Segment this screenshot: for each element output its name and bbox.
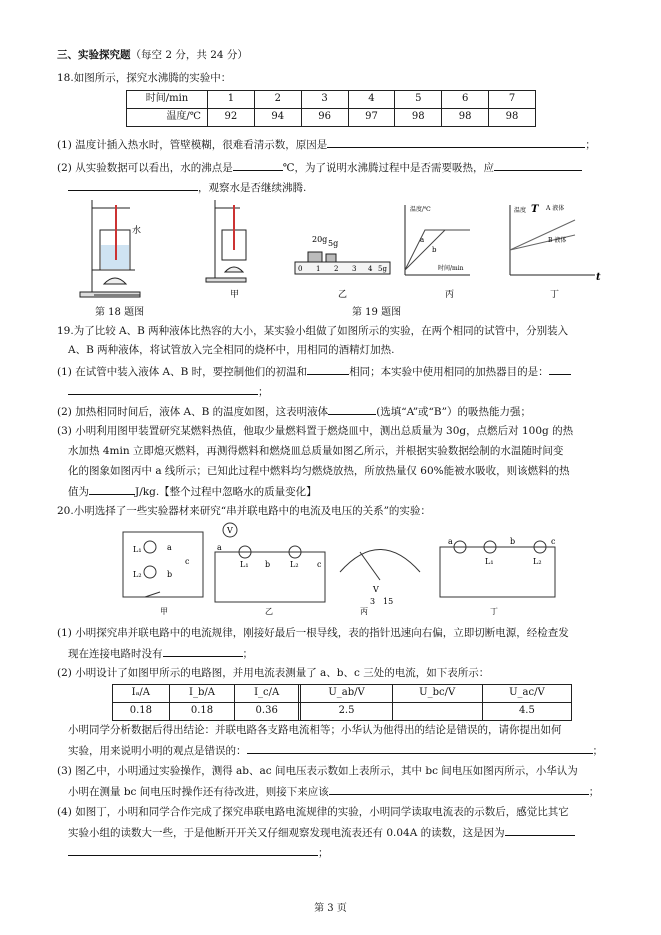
answer-blank[interactable] bbox=[327, 137, 585, 148]
figures-strip bbox=[70, 200, 630, 305]
fig18-caption: 第 18 题图 bbox=[95, 307, 145, 318]
ding-t: t bbox=[596, 272, 601, 283]
meter-mark: 15 bbox=[383, 597, 394, 606]
ding-B: B 液体 bbox=[548, 237, 567, 244]
fig-label-bing: 丙 bbox=[445, 290, 455, 300]
q20-part2-l2: 小明同学分析数据后得出结论：并联电路各支路电流相等；小华认为他得出的结论是错误的，请你提出如何 bbox=[68, 724, 562, 736]
voltmeter-dial bbox=[340, 550, 420, 581]
scale-num: 2 bbox=[334, 265, 339, 273]
fig-label-yi: 乙 bbox=[265, 607, 273, 616]
label-L1: L₁ bbox=[133, 545, 142, 554]
label-a: a bbox=[448, 537, 453, 546]
q18-p2c: ，观察水是否继续沸腾. bbox=[198, 182, 307, 194]
q18-p2a: (2) 从实验数据可以看出，水的沸点是 bbox=[57, 162, 233, 174]
table-cell: 1 bbox=[208, 91, 255, 109]
table-cell bbox=[392, 703, 482, 721]
q19-p3e: J/kg.【整个过程中忽略水的质量变化】 bbox=[135, 486, 317, 498]
table-header: I_c/A bbox=[235, 685, 299, 703]
table-cell: 温度/℃ bbox=[127, 109, 208, 127]
table-cell: 0.18 bbox=[113, 703, 170, 721]
answer-blank[interactable] bbox=[68, 180, 198, 191]
q20-part1-l1: (1) 小明探究串并联电路中的电流规律，刚接好最后一根导线，表的指针迅速向右偏，立即切断电源，经检查发 bbox=[57, 627, 569, 639]
table-cell: 3 bbox=[301, 91, 348, 109]
q19-p1a: (1) 在试管中装入液体 A、B 时，要控制他们的初温和 bbox=[57, 366, 308, 378]
fig19-yi-balance bbox=[295, 252, 390, 274]
q20-part4-l2 bbox=[68, 825, 575, 841]
q19-p2a: (2) 加热相同时间后，液体 A、B 的温度如图，这表明液体 bbox=[57, 406, 329, 418]
q20-p2d: ； bbox=[592, 745, 603, 757]
fig-label-bing: 丙 bbox=[360, 607, 368, 616]
table-row bbox=[113, 685, 572, 703]
q20-p3c: ； bbox=[588, 786, 600, 798]
circuit-jia-labels bbox=[133, 543, 190, 616]
answer-blank[interactable] bbox=[307, 364, 349, 375]
answer-blank[interactable] bbox=[247, 743, 593, 754]
q19-part3-l3: 化的图象如图丙中 a 线所示；已知此过程中燃料均匀燃烧放热，所放热量仅 60%能被水吸收，则该燃料的热 bbox=[68, 465, 570, 477]
table-cell: 94 bbox=[254, 109, 301, 127]
q20-p1b: 现在连接电路时没有 bbox=[68, 648, 163, 660]
q19-p1c: ； bbox=[258, 386, 269, 398]
circuit-ding-labels bbox=[448, 537, 556, 616]
q20-circuits bbox=[115, 522, 625, 622]
q19-part3-l4 bbox=[68, 484, 317, 500]
table-header: Iₐ/A bbox=[113, 685, 170, 703]
fig-label-yi: 乙 bbox=[338, 290, 348, 300]
label-a: a bbox=[217, 543, 222, 552]
meter-V: V bbox=[373, 585, 379, 594]
answer-blank[interactable] bbox=[494, 160, 582, 171]
answer-blank[interactable] bbox=[233, 160, 283, 171]
section-heading bbox=[57, 48, 248, 63]
q19-p1b: 相同；本实验中使用相同的加热器目的是： bbox=[349, 366, 549, 378]
q19-part3-l1: (3) 小明利用图甲装置研究某燃料热值，他取少量燃料置于燃烧皿中，测出总质量为 30g，点燃后对 100g 的热 bbox=[57, 425, 574, 437]
graph-line-a: a bbox=[420, 236, 425, 244]
table-cell: 4.5 bbox=[482, 703, 571, 721]
label-L2: L₂ bbox=[133, 570, 142, 579]
label-b: b bbox=[265, 560, 271, 569]
fig-label-jia: 甲 bbox=[160, 607, 168, 616]
label-c: c bbox=[185, 557, 190, 566]
q20-part3-l1: (3) 图乙中，小明通过实验操作，测得 ab、ac 间电压表示数如上表所示，其中 bc 间电压如图丙所示，小华认为 bbox=[57, 765, 578, 777]
section-note: （每空 2 分，共 24 分） bbox=[130, 49, 248, 61]
q20-p3b: 小明在测量 bc 间电压时操作还有待改进，则接下来应该 bbox=[68, 786, 329, 798]
q20-part2: (2) 小明设计了如图甲所示的电路图，并用电流表测量了 a、b、c 三处的电流，如下表所示： bbox=[57, 667, 490, 679]
table-cell: 0.36 bbox=[235, 703, 299, 721]
table-header: U_ac/V bbox=[482, 685, 571, 703]
answer-blank[interactable] bbox=[505, 825, 575, 836]
q20-part2-l3 bbox=[68, 743, 603, 759]
graph-line-b: b bbox=[432, 246, 437, 254]
q18-p1-end: ； bbox=[585, 139, 596, 151]
voltmeter-labels bbox=[360, 585, 393, 616]
answer-blank[interactable] bbox=[163, 646, 243, 657]
q19-p3d: 值为 bbox=[68, 486, 89, 498]
label-b: b bbox=[510, 537, 516, 546]
q18-stem: 18.如图所示，探究水沸腾的实验中： bbox=[57, 72, 232, 84]
q20-p4c: ； bbox=[318, 847, 329, 859]
q20-stem: 20.小明选择了一些实验器材来研究“串并联电路中的电流及电压的关系”的实验： bbox=[57, 505, 431, 517]
fig-label-jia: 甲 bbox=[230, 290, 240, 300]
fig19-jia-apparatus bbox=[206, 200, 246, 282]
fig18-apparatus bbox=[80, 200, 140, 297]
graph-ylabel: 温度/℃ bbox=[410, 206, 431, 213]
scale-num: 0 bbox=[298, 265, 303, 273]
label-L2: L₂ bbox=[290, 560, 299, 569]
weight-20g: 20g bbox=[312, 235, 328, 244]
table-cell: 97 bbox=[348, 109, 395, 127]
table-cell: 2 bbox=[254, 91, 301, 109]
ding-A: A 液体 bbox=[546, 205, 565, 212]
table-row bbox=[113, 703, 572, 721]
answer-blank[interactable] bbox=[329, 784, 589, 795]
table-cell: 98 bbox=[489, 109, 536, 127]
q20-p1c: ； bbox=[242, 648, 253, 660]
q20-part3-l2 bbox=[68, 784, 599, 800]
table-header: U_bc/V bbox=[392, 685, 482, 703]
fig19-caption: 第 19 题图 bbox=[352, 307, 402, 318]
table-cell: 0.18 bbox=[169, 703, 235, 721]
table-cell: 92 bbox=[208, 109, 255, 127]
table-cell: 98 bbox=[442, 109, 489, 127]
q20-part1-l2 bbox=[68, 646, 253, 662]
table-cell: 4 bbox=[348, 91, 395, 109]
label-b: b bbox=[167, 570, 173, 579]
q20-part4-l1: (4) 如图丁，小明和同学合作完成了探究串联电路电流规律的实验，小明同学读取电流表的示数后，感觉比其它 bbox=[57, 806, 569, 818]
fig-label-ding: 丁 bbox=[490, 607, 498, 616]
q19-part1 bbox=[57, 364, 571, 380]
meter-mark: 3 bbox=[370, 597, 376, 606]
table-cell: 5 bbox=[395, 91, 442, 109]
table-cell: 时间/min bbox=[127, 91, 208, 109]
q20-p2c: 实验，用来说明小明的观点是错误的： bbox=[68, 745, 247, 757]
answer-blank[interactable] bbox=[328, 404, 376, 415]
label-L1: L₁ bbox=[485, 557, 494, 566]
q18-data-table bbox=[126, 90, 536, 127]
answer-blank[interactable] bbox=[68, 845, 318, 856]
table-row bbox=[127, 109, 536, 127]
table-cell: 7 bbox=[489, 91, 536, 109]
q19-p2b: (选填“A”或“B”）的吸热能力强； bbox=[376, 406, 532, 418]
answer-blank[interactable] bbox=[549, 364, 571, 375]
section-title: 三、实验探究题 bbox=[57, 49, 131, 61]
table-cell: 6 bbox=[442, 91, 489, 109]
graph-xlabel: 时间/min bbox=[438, 265, 464, 272]
q20-data-table bbox=[112, 684, 572, 721]
scale-num: 1 bbox=[316, 265, 321, 273]
scale-num: 4 bbox=[368, 265, 373, 273]
q18-p2b: ℃，为了说明水沸腾过程中是否需要吸热，应 bbox=[282, 162, 494, 174]
table-header: I_b/A bbox=[169, 685, 235, 703]
table-row bbox=[127, 91, 536, 109]
q19-stem-2: A、B 两种液体，将试管放入完全相同的烧杯中，用相同的酒精灯加热. bbox=[68, 344, 395, 356]
circuit-jia bbox=[123, 532, 203, 597]
page-number: 第 3 页 bbox=[314, 903, 347, 914]
label-c: c bbox=[317, 560, 322, 569]
fig-label-ding: 丁 bbox=[550, 290, 560, 300]
circuit-ding bbox=[440, 541, 555, 597]
q19-part3-l2: 水加热 4min 立即熄灭燃料，再测得燃料和燃烧皿总质量如图乙所示，并根据实验数据绘制的水温随时间变 bbox=[68, 445, 564, 457]
answer-blank[interactable] bbox=[68, 384, 258, 395]
answer-blank[interactable] bbox=[89, 484, 135, 495]
water-label: 水 bbox=[132, 226, 142, 236]
q19-stem-1: 19.为了比较 A、B 两种液体比热容的大小，某实验小组做了如图所示的实验，在两个相同的试管中，分别装入 bbox=[57, 325, 569, 337]
label-L1: L₁ bbox=[240, 560, 249, 569]
voltmeter-V: V bbox=[227, 526, 233, 535]
label-c: c bbox=[551, 537, 556, 546]
q18-part2-cont bbox=[68, 180, 306, 196]
table-cell: 2.5 bbox=[301, 703, 392, 721]
table-header: U_ab/V bbox=[301, 685, 392, 703]
q18-p1-text: (1) 温度计插入热水时，管壁模糊，很难看清示数，原因是 bbox=[57, 139, 328, 151]
q18-part2 bbox=[57, 160, 582, 176]
q20-p4b: 实验小组的读数大一些，于是他断开开关又仔细观察发现电流表还有 0.04A 的读数，这是因为 bbox=[68, 827, 505, 839]
label-a: a bbox=[167, 543, 172, 552]
table-cell: 96 bbox=[301, 109, 348, 127]
q18-part1 bbox=[57, 137, 596, 153]
scale-num: 5g bbox=[378, 265, 387, 273]
ding-T: T bbox=[531, 204, 539, 215]
q19-part1-cont bbox=[68, 384, 269, 400]
ding-ylabel: 温度 bbox=[514, 207, 527, 214]
q19-part2 bbox=[57, 404, 531, 420]
table-cell: 98 bbox=[395, 109, 442, 127]
q20-part4-l3 bbox=[68, 845, 329, 861]
label-L2: L₂ bbox=[533, 557, 542, 566]
weight-5g: 5g bbox=[328, 239, 339, 248]
scale-num: 3 bbox=[352, 265, 357, 273]
